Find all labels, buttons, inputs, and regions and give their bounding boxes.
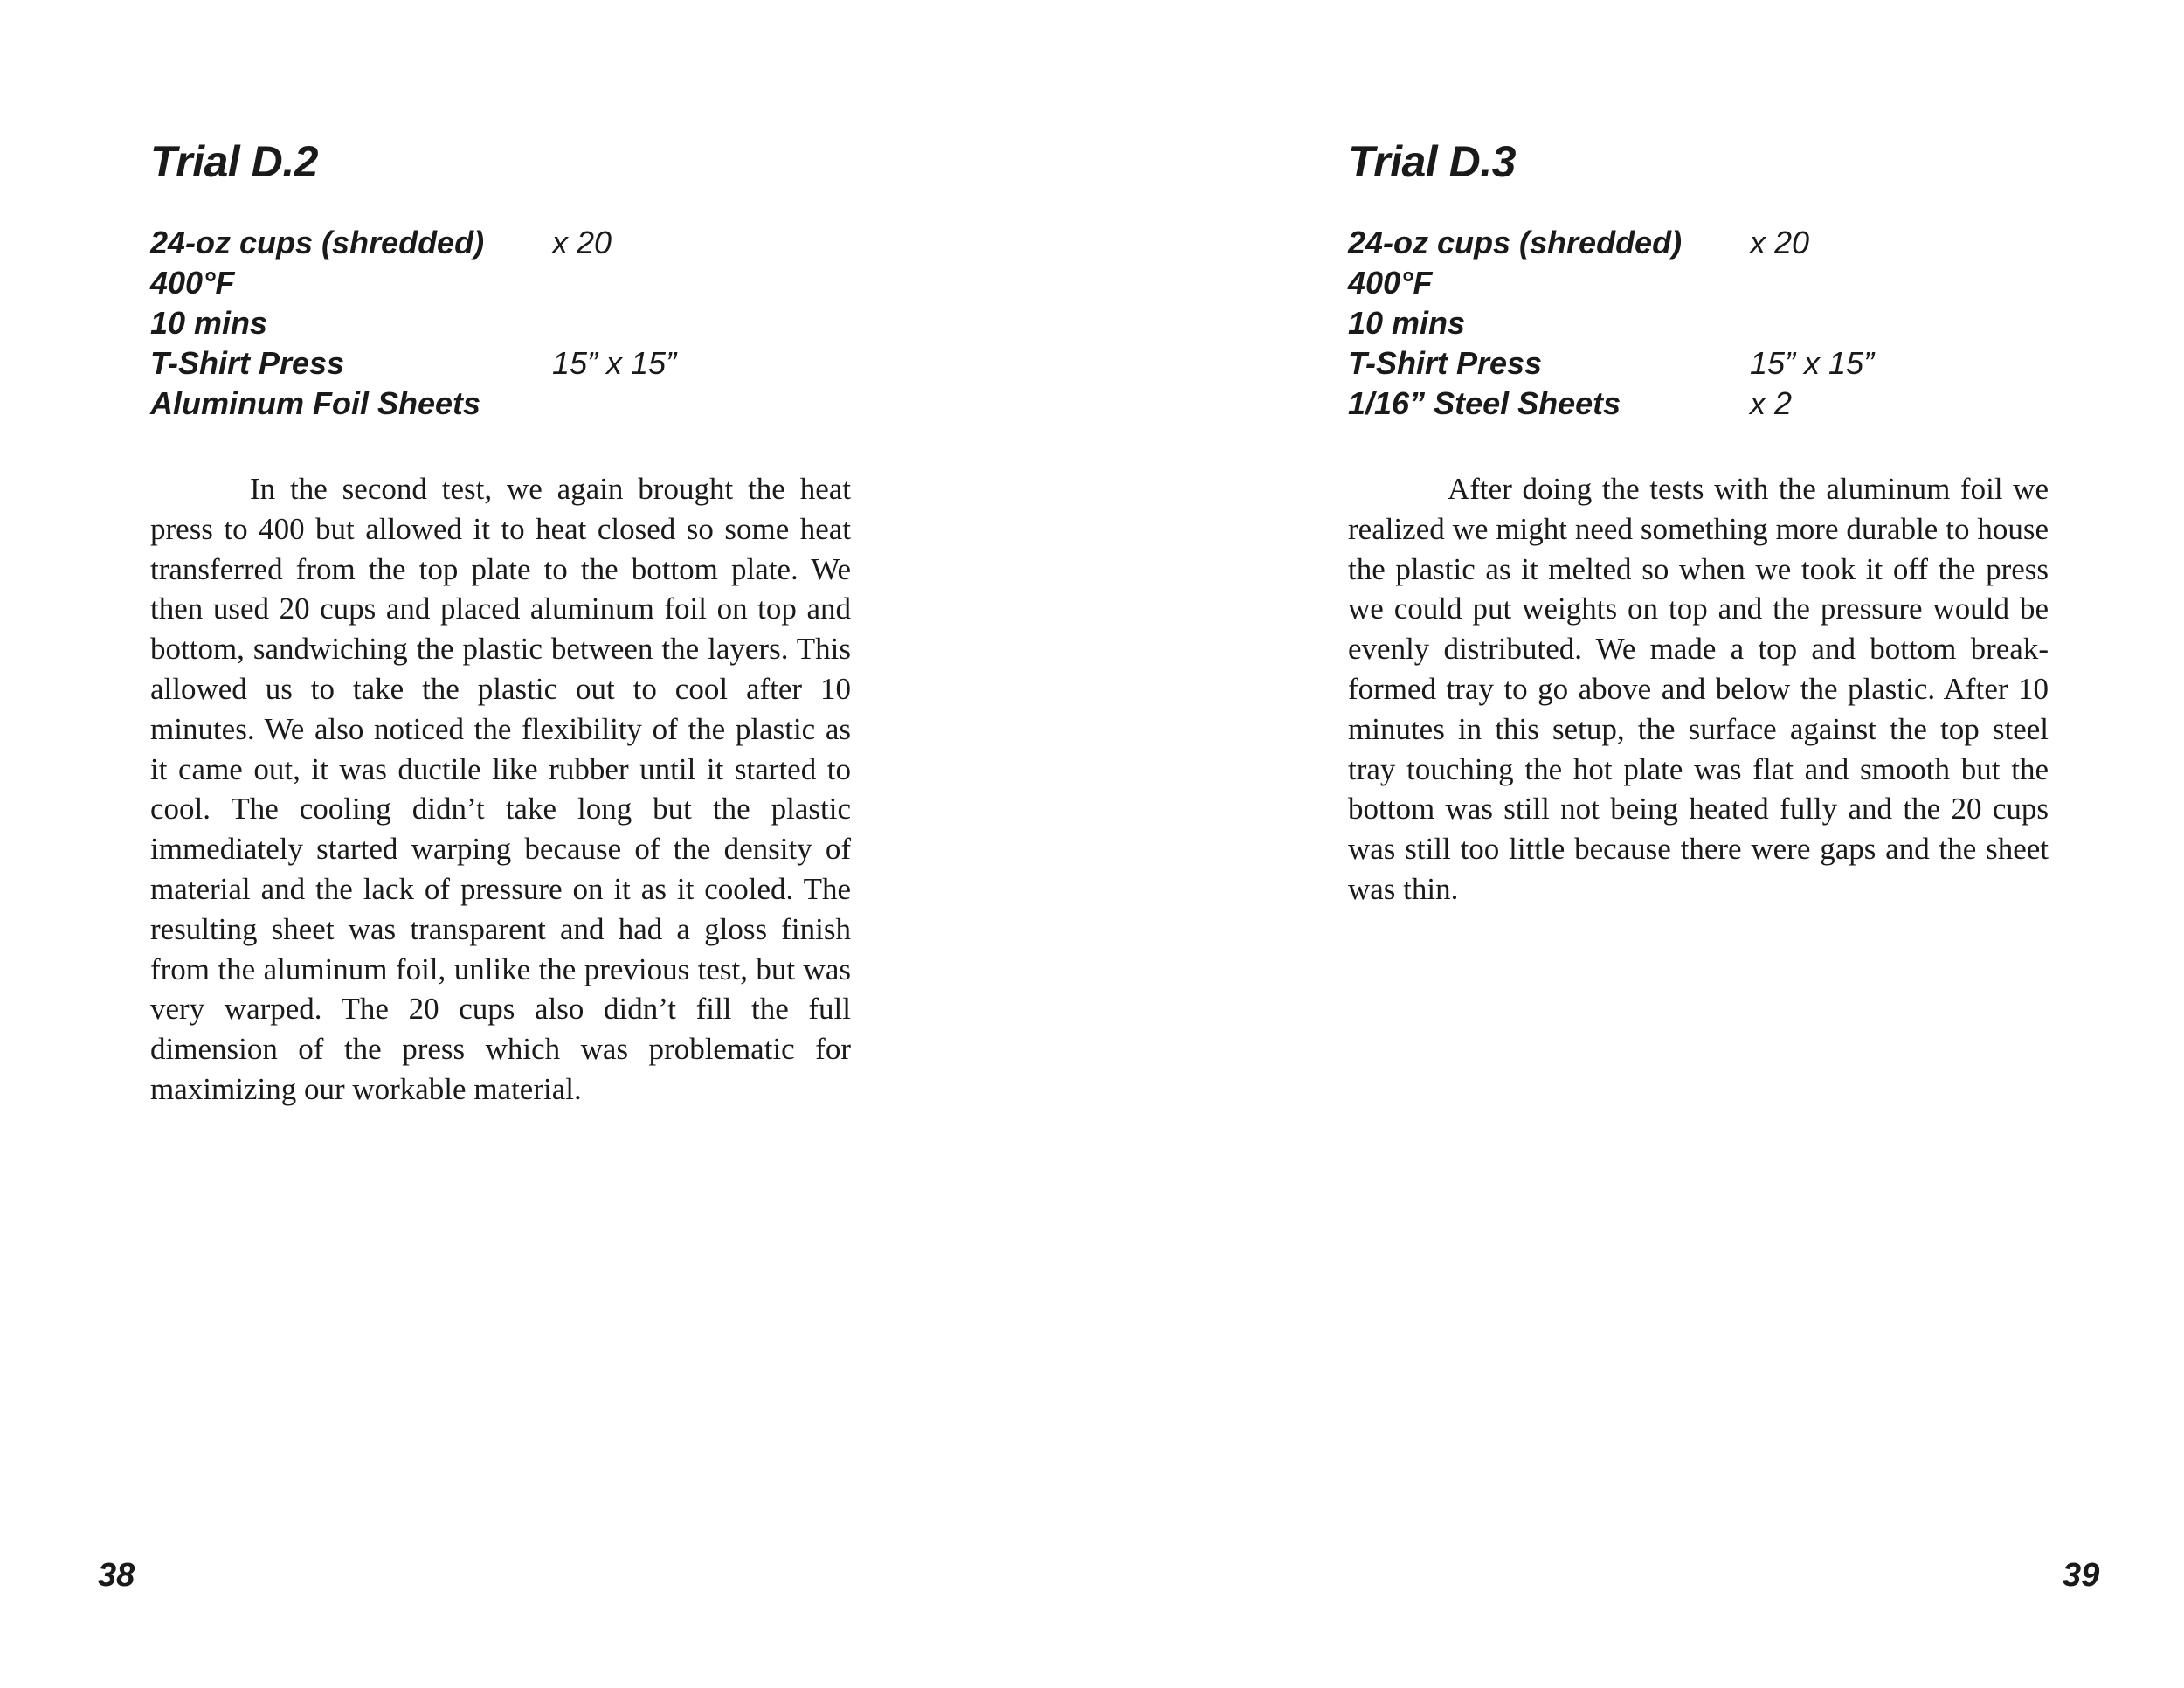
right-page	[1092, 0, 2184, 1688]
trial-title: Trial D.3	[1348, 137, 1516, 186]
spec-row	[150, 384, 851, 424]
spec-value: x 2	[1750, 385, 1793, 421]
page-number: 39	[2063, 1557, 2100, 1594]
spec-value: x 20	[1750, 225, 1810, 260]
spec-label: T-Shirt Press	[1348, 345, 1543, 381]
spec-row	[1348, 263, 2049, 303]
spec-row	[1348, 303, 2049, 343]
spec-row	[1348, 343, 2049, 384]
page-number: 38	[98, 1557, 135, 1594]
right-page-content	[1348, 138, 2049, 910]
left-page-content	[150, 138, 851, 1110]
spec-value: 15” x 15”	[1750, 345, 1875, 381]
spec-row	[150, 303, 851, 343]
spec-row	[150, 223, 851, 263]
spec-label: 10 mins	[150, 305, 268, 341]
spec-row	[150, 263, 851, 303]
spec-label: 400°F	[1348, 265, 1433, 301]
spec-label: 1/16” Steel Sheets	[1348, 385, 1621, 421]
spec-label: 24-oz cups (shredded)	[1348, 225, 1683, 260]
spec-row	[1348, 223, 2049, 263]
spec-label: 24-oz cups (shredded)	[150, 225, 485, 260]
body-paragraph: After doing the tests with the aluminum foil we realized we might need something more durable to house the plastic as it melted so when we took it off the press we could put weights on top and the pressure would be evenly distributed. We made a top and bottom break-formed tray to go above and below the plastic. After 10 minutes in this setup, the surface against the top steel tray touching the hot plate was flat and smooth but the bottom was still not being heated fully and the 20 cups was still too little because there were gaps and the sheet was thin.	[1348, 472, 2049, 906]
spec-label: 400°F	[150, 265, 235, 301]
spec-label: T-Shirt Press	[150, 345, 345, 381]
spec-value: x 20	[552, 225, 612, 260]
trial-title: Trial D.2	[150, 137, 318, 186]
spec-value: 15” x 15”	[552, 345, 677, 381]
spec-row	[1348, 384, 2049, 424]
specs-list	[1348, 223, 2049, 424]
body-paragraph: In the second test, we again brought the heat press to 400 but allowed it to heat closed so some heat transferred from the top plate to the bottom plate. We then used 20 cups and placed aluminum foil on top and bottom, sandwiching the plastic between the layers. This allowed us to take the plastic out to cool after 10 minutes. We also noticed the flexibility of the plastic as it came out, it was ductile like rubber until it started to cool. The cooling didn’t take long but the plastic immediately started warping because of the density of material and the lack of pressure on it as it cooled. The resulting sheet was transparent and had a gloss finish from the aluminum foil, unlike the previous test, but was very warped. The 20 cups also didn’t fill the full dimension of the press which was problematic for maximizing our workable material.	[150, 472, 851, 1106]
spec-label: Aluminum Foil Sheets	[150, 385, 481, 421]
spec-row	[150, 343, 851, 384]
specs-list	[150, 223, 851, 424]
spec-label: 10 mins	[1348, 305, 1466, 341]
